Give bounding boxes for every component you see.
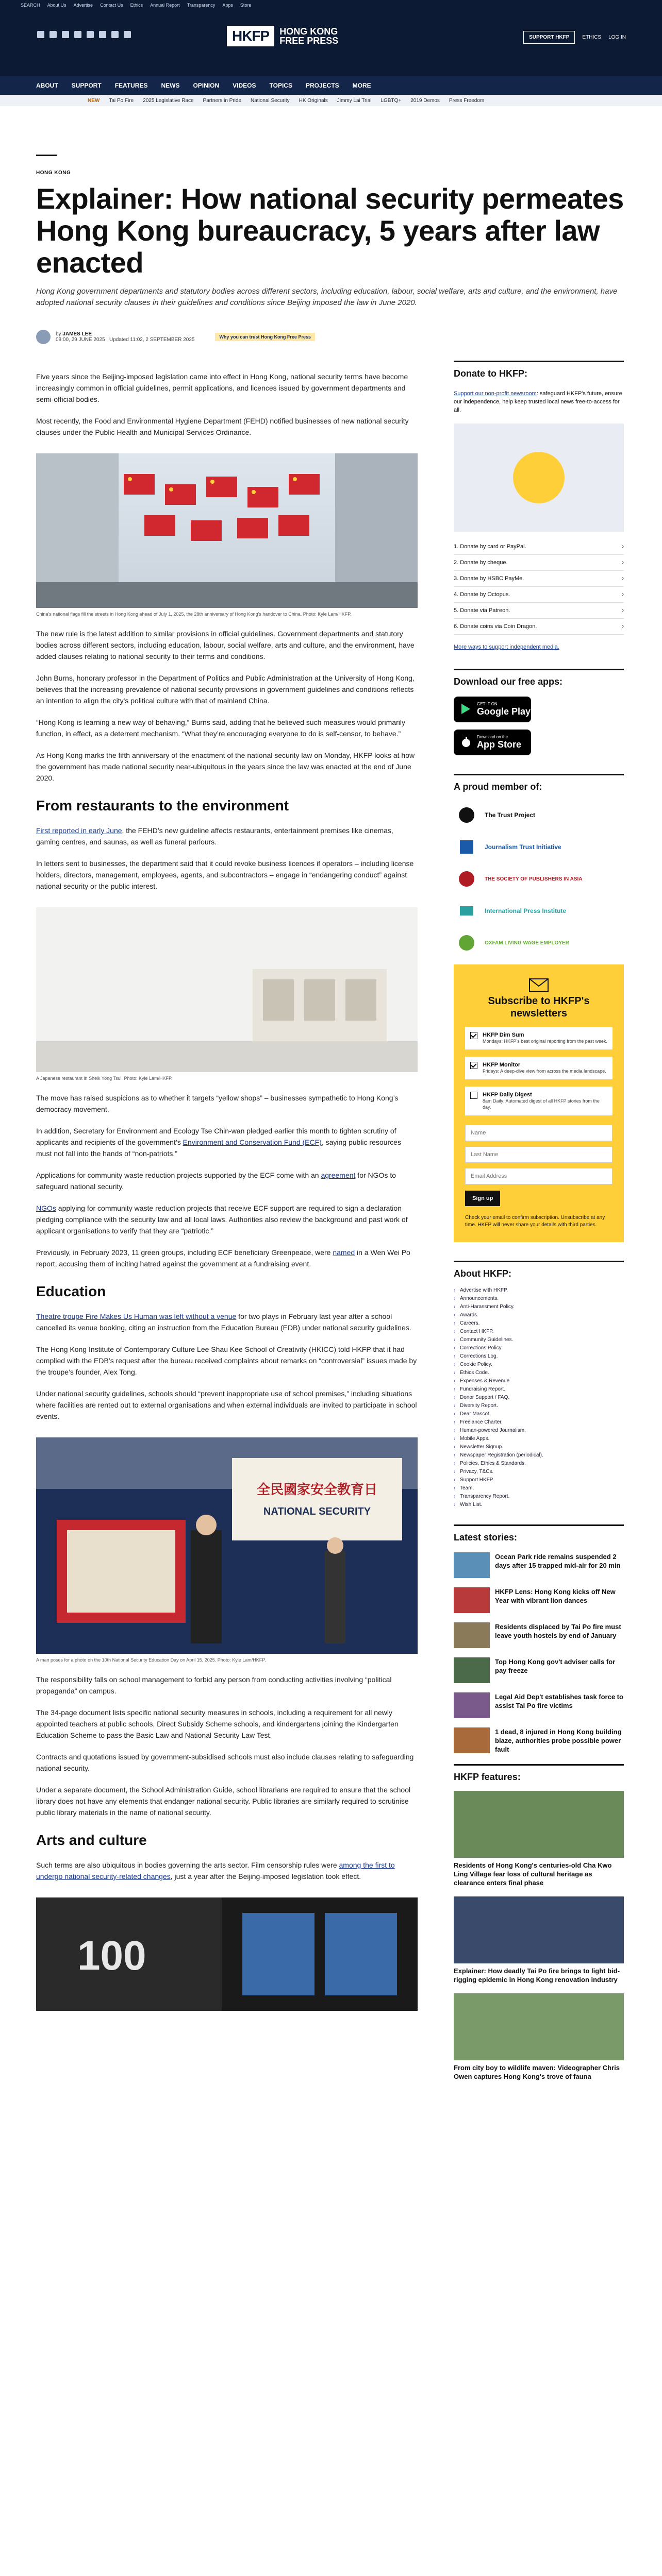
feature-thumbnail	[454, 1791, 624, 1858]
donate-option-label: 4. Donate by Octopus.	[454, 591, 510, 598]
masthead-actions	[523, 31, 626, 44]
ngos-link[interactable]: NGOs	[36, 1204, 56, 1212]
paragraph: The responsibility falls on school management to forbid any person from conducting activities involving “political propaganda” on campus.	[36, 1675, 392, 1695]
story-thumbnail	[454, 1587, 490, 1613]
arts-image-text: 100	[77, 1933, 146, 1978]
paragraph: Under a separate document, the School Administration Guide, school librarians are required to ensure that the school library does not have any elements that endanger national security. Public libraries are similarly required to scrutinise public library materials in the name of national security.	[36, 1786, 411, 1817]
paragraph: The Hong Kong Institute of Contemporary Culture Lee Shau Kee School of Creativity (HKICC) told HKFP that it had complied with the EDB’s request after the bureau received complaints about remarks on “controversial” issues made by the troupe’s founder, Alex Tong.	[36, 1345, 417, 1376]
ipi-icon	[454, 901, 479, 921]
nav-videos[interactable]: VIDEOS	[233, 82, 256, 89]
byline	[36, 330, 315, 344]
threads-icon[interactable]	[87, 31, 94, 38]
photo-restaurant	[36, 907, 418, 1072]
about-item[interactable]: › Fundraising Report.	[454, 1385, 624, 1394]
sidebar	[454, 361, 624, 2090]
about-item[interactable]: › Community Guidelines.	[454, 1336, 624, 1344]
byline-prefix: by	[56, 331, 61, 337]
nav-features[interactable]: FEATURES	[114, 82, 148, 89]
paragraph-text: Previously, in February 2023, 11 green groups, including ECF beneficiary Greenpeace, were	[36, 1248, 333, 1257]
paragraph: “Hong Kong is learning a new way of behaving,” Burns said, adding that he believed such measures would primarily function, in effect, as a deterrent mechanism. “What they’re encouraging everyone to do is self-censor, to behave.”	[36, 718, 405, 738]
section-heading-restaurants: From restaurants to the environment	[36, 798, 289, 814]
social-links	[37, 31, 131, 38]
about-item[interactable]: › Freelance Charter.	[454, 1418, 624, 1427]
utility-advertise-link[interactable]: Advertise	[73, 3, 93, 8]
member-name: THE SOCIETY OF PUBLISHERS IN ASIA	[485, 876, 583, 882]
story-thumbnail	[454, 1552, 490, 1578]
about-item[interactable]: › Team.	[454, 1484, 624, 1493]
facebook-icon[interactable]	[37, 31, 44, 38]
donate-illustration	[454, 423, 624, 532]
about-item[interactable]: › Support HKFP.	[454, 1476, 624, 1484]
paragraph: The move has raised suspicions as to whether it targets “yellow shops” – businesses sympathetic to Hong Kong’s democracy movement.	[36, 1094, 399, 1113]
flags-street-image	[36, 453, 418, 608]
sidebar-rule	[454, 774, 624, 775]
about-item[interactable]: › Announcements.	[454, 1295, 624, 1303]
member-jti[interactable]	[454, 837, 624, 857]
about-item[interactable]: › Contact HKFP.	[454, 1328, 624, 1336]
member-name: OXFAM LIVING WAGE EMPLOYER	[485, 940, 569, 946]
publish-date: 08:00, 29 JUNE 2025	[56, 337, 105, 343]
email-input[interactable]: Email Address	[465, 1168, 613, 1184]
donate-option-label: 2. Donate by cheque.	[454, 560, 508, 566]
chevron-right-icon: ›	[622, 560, 624, 566]
utility-search-link[interactable]: SEARCH	[21, 3, 40, 8]
story-title: Residents displaced by Tai Po fire must leave youth hostels by end of January	[495, 1623, 621, 1639]
about-item[interactable]: › Wish List.	[454, 1501, 624, 1509]
feature-story[interactable]	[454, 1896, 624, 1984]
feature-story[interactable]	[454, 1993, 624, 2081]
features-heading: HKFP features:	[454, 1772, 521, 1782]
newsletter-option[interactable]	[465, 1087, 613, 1115]
nav-projects[interactable]: PROJECTS	[305, 82, 339, 89]
paragraph-text: In addition, Secretary for Environment and Ecology Tse Chin-wan pledged earlier this month to tighten scrutiny of applicants and recipients of the government’s	[36, 1127, 396, 1146]
paragraph	[36, 1125, 418, 1159]
donate-heading: Donate to HKFP:	[454, 368, 527, 379]
member-name: International Press Institute	[485, 907, 567, 914]
photo-caption: A man poses for a photo on the 10th National Security Education Day on April 15, 2025. Photo: Kyle Lam/HKFP.	[36, 1657, 266, 1663]
youtube-icon[interactable]	[74, 31, 81, 38]
trending-label: NEW	[88, 97, 100, 104]
nav-news[interactable]: NEWS	[161, 82, 180, 89]
about-item[interactable]: › Awards.	[454, 1311, 624, 1319]
app-store-small: Download on the	[477, 735, 508, 739]
newsletter-option-desc: Mondays: HKFP's best original reporting from the past week.	[483, 1039, 607, 1044]
app-store-big: App Store	[477, 739, 522, 750]
named-link[interactable]: named	[333, 1248, 355, 1257]
header-rule	[36, 155, 57, 156]
article-category[interactable]: HONG KONG	[36, 170, 71, 176]
trending-item[interactable]: Press Freedom	[449, 97, 485, 104]
updated-date: Updated 11:02, 2 SEPTEMBER 2025	[109, 337, 195, 343]
donate-intro-text: : safeguard HKFP's future, ensure our independence, help keep trusted local news free-to-access for all.	[454, 391, 622, 413]
story-thumbnail	[454, 1692, 490, 1718]
sidebar-rule	[454, 669, 624, 670]
story-thumbnail	[454, 1727, 490, 1753]
donate-image	[454, 423, 624, 532]
members-heading: A proud member of:	[454, 782, 542, 792]
paragraph-text: Applications for community waste reduction projects supported by the ECF come with an	[36, 1171, 321, 1179]
more-ways-link[interactable]: More ways to support independent media.	[454, 644, 559, 650]
about-item[interactable]: › Advertise with HKFP.	[454, 1286, 624, 1295]
email-icon[interactable]	[111, 31, 119, 38]
trending-item[interactable]: HK Originals	[299, 97, 328, 104]
sidebar-rule	[454, 1261, 624, 1262]
login-link[interactable]: LOG IN	[608, 35, 626, 40]
film-censorship-link[interactable]: among the first to undergo national security-related changes	[36, 1861, 395, 1880]
section-heading-arts: Arts and culture	[36, 1832, 147, 1848]
about-item[interactable]: › Corrections Log.	[454, 1352, 624, 1361]
nav-support[interactable]: SUPPORT	[71, 82, 102, 89]
paragraph: In letters sent to businesses, the department said that it could revoke business licences if operators – including license holders, directors, management, employees, agents, and subcontractors – engage in “endangering conduct” against national security or the public interest.	[36, 859, 414, 890]
security-education-day-image	[36, 1437, 418, 1654]
sidebar-rule	[454, 1524, 624, 1526]
paragraph: As Hong Kong marks the fifth anniversary of the enactment of the national security law on Monday, HKFP looks at how the government has made national security near-ubiquitous in the years since the law was enacted at the end of June 2020.	[36, 751, 415, 782]
latest-story[interactable]	[454, 1587, 624, 1613]
member-name: The Trust Project	[485, 811, 536, 819]
about-item[interactable]: › Anti-Harassment Policy.	[454, 1303, 624, 1311]
nav-about[interactable]: ABOUT	[36, 82, 58, 89]
nav-opinion[interactable]: OPINION	[193, 82, 220, 89]
paragraph	[36, 825, 418, 848]
utility-store-link[interactable]: Store	[240, 3, 252, 8]
paragraph: Most recently, the Food and Environmental Hygiene Department (FEHD) notified businesses of new national security clauses under the Public Health and Municipal Services Ordinance.	[36, 417, 409, 436]
arts-image	[36, 1897, 418, 2011]
about-item[interactable]: › Mobile Apps.	[454, 1435, 624, 1443]
paragraph-text: for NGOs to safeguard national security.	[36, 1171, 396, 1191]
article-standfirst: Hong Kong government departments and statutory bodies across different sectors, including education, labour, social welfare, arts and culture, and the environment, have adopted national security clauses in their guidelines and conditions since Beijing imposed the law in June 2020.	[36, 287, 618, 307]
sidebar-rule	[454, 1764, 624, 1766]
theatre-troupe-link[interactable]: Theatre troupe Fire Makes Us Human was left without a venue	[36, 1312, 237, 1320]
chevron-right-icon: ›	[622, 623, 624, 630]
donate-option[interactable]	[454, 587, 624, 603]
donate-option-label: 3. Donate by HSBC PayMe.	[454, 575, 524, 582]
trending-item[interactable]: 2019 Demos	[410, 97, 440, 104]
newsletter-box	[454, 964, 624, 1242]
nav-more[interactable]: MORE	[352, 82, 371, 89]
latest-story[interactable]	[454, 1657, 624, 1683]
logo-line-2: FREE PRESS	[279, 36, 339, 46]
latest-story[interactable]	[454, 1727, 624, 1754]
about-item[interactable]: › Diversity Report.	[454, 1402, 624, 1410]
byline-text	[56, 331, 194, 343]
sidebar-rule	[454, 361, 624, 362]
banner-english-text: NATIONAL SECURITY	[263, 1506, 371, 1517]
story-thumbnail	[454, 1657, 490, 1683]
paragraph: The new rule is the latest addition to similar provisions in official guidelines. Government departments and statutory bodies across different sectors, including education, labour, social welfare, arts and culture, and the environment, have added clauses relating to national security to their terms and conditions.	[36, 630, 415, 660]
about-item[interactable]: › Expenses & Revenue.	[454, 1377, 624, 1385]
latest-heading: Latest stories:	[454, 1532, 518, 1543]
about-heading: About HKFP:	[454, 1268, 511, 1279]
donate-option[interactable]	[454, 555, 624, 571]
telegram-icon[interactable]	[99, 31, 106, 38]
photo-flags	[36, 453, 418, 608]
nav-topics[interactable]: TOPICS	[269, 82, 292, 89]
section-heading-education: Education	[36, 1283, 106, 1299]
utility-about-link[interactable]: About Us	[47, 3, 67, 8]
paragraph	[36, 1170, 418, 1192]
feature-title: Residents of Hong Kong's centuries-old Cha Kwo Ling Village fear loss of cultural heritage as clearance enters final phase	[454, 1861, 612, 1887]
member-sopa[interactable]	[454, 869, 624, 889]
support-hkfp-button[interactable]: SUPPORT HKFP	[523, 31, 575, 44]
chevron-right-icon: ›	[622, 575, 624, 582]
latest-list	[454, 1552, 624, 1754]
trust-link[interactable]: Why you can trust Hong Kong Free Press	[215, 333, 315, 341]
site-logo[interactable]	[227, 26, 338, 46]
paragraph-text: in a Wen Wei Po report, accusing them of inciting hatred against the government at a fundraising event.	[36, 1248, 410, 1268]
paragraph	[36, 1311, 418, 1333]
checkbox-icon[interactable]	[470, 1092, 477, 1099]
story-title: HKFP Lens: Hong Kong kicks off New Year with vibrant lion dances	[495, 1588, 616, 1604]
envelope-icon	[465, 978, 613, 995]
trending-bar	[0, 95, 662, 106]
paragraph: Under national security guidelines, schools should “prevent inappropriate use of school premises,” including situations where facilities are rented out to external organisations and when external individuals are invited to participate in school events.	[36, 1389, 417, 1420]
paragraph: The 34-page document lists specific national security measures in schools, including a requirement for all newly appointed teachers at public schools, Direct Subsidy Scheme schools, and kindergartens joining the Kindergarten Education Scheme to pass the Basic Law and National Security Law Test.	[36, 1708, 399, 1739]
utility-annual-report-link[interactable]: Annual Report	[150, 3, 180, 8]
checkbox-checked-icon[interactable]	[470, 1062, 477, 1069]
donate-option[interactable]	[454, 571, 624, 587]
sign-up-button[interactable]: Sign up	[465, 1191, 500, 1206]
instagram-icon[interactable]	[62, 31, 69, 38]
paragraph-text: , just a year after the Beijing-imposed legislation took effect.	[170, 1872, 361, 1880]
trending-item[interactable]: 2025 Legislative Race	[143, 97, 194, 104]
paragraph	[36, 1202, 418, 1236]
google-play-icon	[460, 703, 472, 715]
member-oxfam[interactable]	[454, 933, 624, 953]
story-title: Ocean Park ride remains suspended 2 days after 15 trapped mid-air for 20 min	[495, 1553, 621, 1569]
last-name-input[interactable]: Last Name	[465, 1146, 613, 1163]
jti-icon	[454, 837, 479, 857]
sopa-icon	[454, 869, 479, 889]
ethics-link[interactable]: ETHICS	[582, 35, 602, 40]
about-item[interactable]: › Ethics Code.	[454, 1369, 624, 1377]
latest-story[interactable]	[454, 1552, 624, 1578]
checkbox-checked-icon[interactable]	[470, 1032, 477, 1039]
google-play-big: Google Play	[477, 706, 531, 717]
about-item[interactable]: › Dear Mascot.	[454, 1410, 624, 1418]
trending-item[interactable]: Jimmy Lai Trial	[337, 97, 372, 104]
google-play-button[interactable]	[454, 697, 531, 722]
about-item[interactable]: › Human-powered Journalism.	[454, 1427, 624, 1435]
paragraph: Contracts and quotations issued by government-subsidised schools must also include clauses relating to safeguarding national security.	[36, 1753, 414, 1772]
chevron-right-icon: ›	[622, 607, 624, 614]
newsletter-option-title: HKFP Dim Sum	[483, 1032, 524, 1038]
main-nav	[0, 76, 662, 95]
apps-heading: Download our free apps:	[454, 676, 563, 687]
article-headline: Explainer: How national security permeates Hong Kong bureaucracy, 5 years after law enacted	[36, 182, 624, 279]
story-title: Top Hong Kong gov't adviser calls for pay freeze	[495, 1658, 616, 1674]
restaurant-image	[36, 907, 418, 1072]
trust-project-icon	[454, 805, 479, 825]
paragraph-text: , the FEHD’s new guideline affects restaurants, entertainment premises like cinemas, gaming centres, and saunas, as well as funeral parlours.	[36, 826, 393, 846]
about-item[interactable]: › Transparency Report.	[454, 1493, 624, 1501]
nonprofit-link[interactable]: Support our non-profit newsroom	[454, 391, 537, 397]
about-item[interactable]: › Privacy, T&Cs.	[454, 1468, 624, 1476]
utility-apps-link[interactable]: Apps	[222, 3, 233, 8]
article-body	[36, 361, 418, 2011]
trending-item[interactable]: Partners in Pride	[203, 97, 242, 104]
masthead	[0, 10, 662, 76]
paragraph-text: , saying public resources must not fall into the hands of “non-patriots.”	[36, 1138, 401, 1158]
feature-thumbnail	[454, 1896, 624, 1963]
newsletter-title: Subscribe to HKFP's newsletters	[488, 995, 590, 1019]
agreement-link[interactable]: agreement	[321, 1171, 356, 1179]
features-list	[454, 1791, 624, 2081]
donate-option[interactable]	[454, 619, 624, 635]
about-item[interactable]: › Careers.	[454, 1319, 624, 1328]
newsletter-option[interactable]	[465, 1057, 613, 1079]
about-item[interactable]: › Corrections Policy.	[454, 1344, 624, 1352]
feature-title: From city boy to wildlife maven: Videographer Chris Owen captures Hong Kong's trove of fauna	[454, 2064, 620, 2080]
logo-text	[279, 27, 338, 45]
paragraph-text: Such terms are also ubiquitous in bodies governing the arts sector. Film censorship rules were	[36, 1861, 339, 1869]
feature-thumbnail	[454, 1993, 624, 2060]
donate-option[interactable]	[454, 603, 624, 619]
donate-options	[454, 539, 624, 635]
feature-story[interactable]	[454, 1791, 624, 1887]
x-icon[interactable]	[49, 31, 57, 38]
donate-option[interactable]	[454, 539, 624, 555]
photo-caption: A Japanese restaurant in Sheik Yong Tsui. Photo: Kyle Lam/HKFP.	[36, 1076, 173, 1081]
member-name: Journalism Trust Initiative	[485, 843, 561, 851]
member-ipi[interactable]	[454, 901, 624, 921]
paragraph	[36, 1247, 418, 1269]
newsletter-note: Check your email to confirm subscription. Unsubscribe at any time. HKFP will never share your details with third parties.	[465, 1215, 605, 1228]
logo-mark: HKFP	[227, 26, 274, 46]
donate-option-label: 6. Donate coins via Coin Dragon.	[454, 623, 537, 630]
utility-bar	[0, 0, 662, 10]
donate-intro	[454, 389, 624, 414]
utility-transparency-link[interactable]: Transparency	[187, 3, 216, 8]
donate-option-label: 5. Donate via Patreon.	[454, 607, 510, 614]
trending-item[interactable]: National Security	[251, 97, 290, 104]
author-name[interactable]: JAMES LEE	[62, 331, 92, 337]
newsletter-option-desc: Fridays: A deep-dive view from across the media landscape.	[483, 1069, 606, 1074]
about-list	[454, 1286, 624, 1509]
rss-icon[interactable]	[124, 31, 131, 38]
apple-icon	[460, 736, 472, 748]
newsletter-option-title: HKFP Monitor	[483, 1062, 521, 1068]
logo-line-1: HONG KONG	[279, 26, 338, 37]
about-item[interactable]: › Newsletter Signup.	[454, 1443, 624, 1451]
newsletter-option-desc: 8am Daily: Automated digest of all HKFP stories from the day.	[483, 1098, 600, 1110]
ecf-link[interactable]: Environment and Conservation Fund (ECF)	[183, 1138, 322, 1146]
author-avatar	[36, 330, 51, 344]
newsletter-option-title: HKFP Daily Digest	[483, 1092, 532, 1098]
paragraph: John Burns, honorary professor in the Department of Politics and Public Administration at the University of Hong Kong, believes that the increasing prevalence of national security provisions in government guidelines and conditions reflects an intention to align the city's political culture with that of mainland China.	[36, 674, 415, 705]
story-thumbnail	[454, 1622, 490, 1648]
chevron-right-icon: ›	[622, 544, 624, 550]
paragraph-text: for two plays in February last year after a school cancelled its venue booking, citing an instruction from the Education Bureau (EDB) under national security guidelines.	[36, 1312, 411, 1332]
paragraph-text: applying for community waste reduction projects that receive ECF support are required to sign a declaration pledging compliance with the security law and all local laws. Authorities also review the background and past work of applicant organisations to verify that they are “patriotic.”	[36, 1204, 408, 1235]
paragraph: Five years since the Beijing-imposed legislation came into effect in Hong Kong, national security terms have become increasingly common in official guidelines, permit applications, and licences issued by government departments and semi-official bodies.	[36, 372, 408, 403]
about-item[interactable]: › Cookie Policy.	[454, 1361, 624, 1369]
chevron-right-icon: ›	[622, 591, 624, 598]
google-play-small: GET IT ON	[477, 702, 498, 706]
trending-item[interactable]: Tai Po Fire	[109, 97, 134, 104]
latest-story[interactable]	[454, 1622, 624, 1648]
donate-option-label: 1. Donate by card or PayPal.	[454, 544, 526, 550]
story-title: 1 dead, 8 injured in Hong Kong building blaze, authorities probe possible power fault	[495, 1728, 622, 1753]
oxfam-icon	[454, 933, 479, 953]
about-item[interactable]: › Policies, Ethics & Standards.	[454, 1460, 624, 1468]
banner-chinese-text: 全民國家安全教育日	[256, 1482, 378, 1498]
about-item[interactable]: › Donor Support / FAQ.	[454, 1394, 624, 1402]
latest-story[interactable]	[454, 1692, 624, 1718]
paragraph	[36, 1859, 418, 1882]
about-item[interactable]: › Newspaper Registration (periodical).	[454, 1451, 624, 1460]
photo-arts	[36, 1897, 418, 2011]
first-name-input[interactable]: Name	[465, 1125, 613, 1141]
feature-title: Explainer: How deadly Tai Po fire brings to light bid-rigging epidemic in Hong Kong renovation industry	[454, 1967, 620, 1984]
story-title: Legal Aid Dep't establishes task force to assist Tai Po fire victims	[495, 1693, 623, 1709]
app-store-button[interactable]	[454, 730, 531, 755]
newsletter-option[interactable]	[465, 1027, 613, 1049]
utility-contact-link[interactable]: Contact Us	[100, 3, 123, 8]
trending-item[interactable]: LGBTQ+	[380, 97, 402, 104]
first-reported-link[interactable]: First reported in early June	[36, 826, 122, 835]
photo-caption: China's national flags fill the streets in Hong Kong ahead of July 1, 2025, the 28th anniversary of Hong Kong's handover to China. Photo: Kyle Lam/HKFP.	[36, 612, 352, 617]
utility-ethics-link[interactable]: Ethics	[130, 3, 143, 8]
photo-security-day	[36, 1437, 418, 1654]
member-trust-project[interactable]	[454, 805, 624, 825]
